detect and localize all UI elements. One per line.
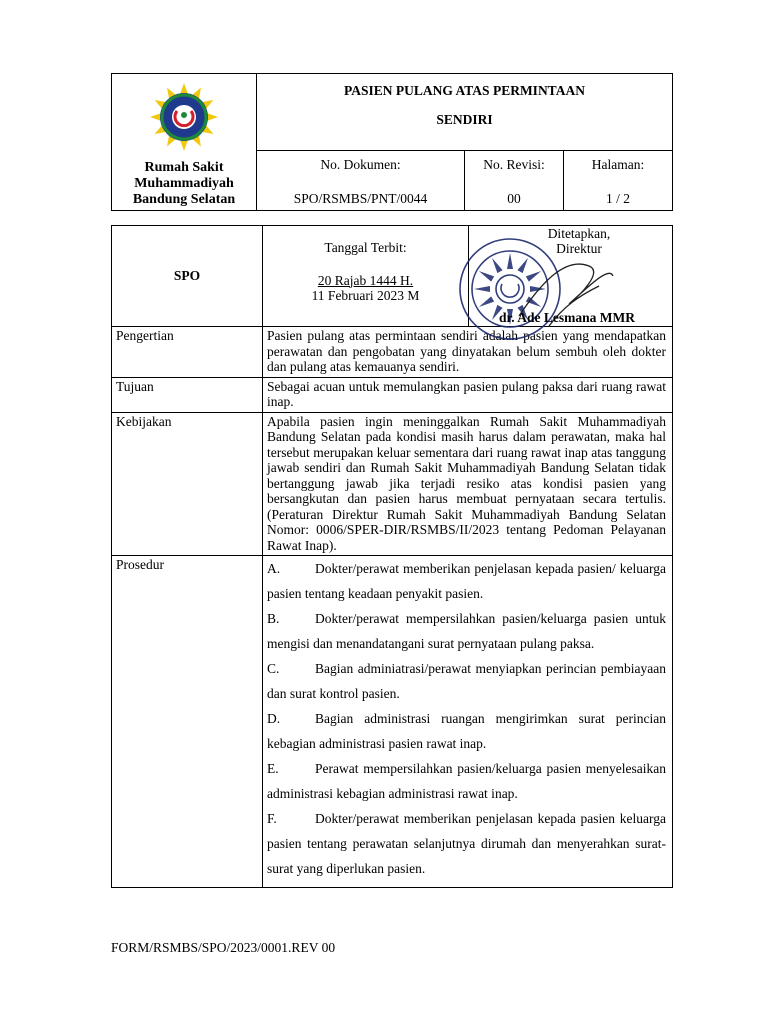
spo-label: SPO [112, 226, 263, 327]
document-header [111, 73, 673, 211]
page-cell [564, 150, 673, 210]
date-masehi: 11 Februari 2023 M [311, 288, 420, 303]
issue-date-label: Tanggal Terbit: [324, 240, 407, 255]
issue-date-cell [263, 226, 469, 327]
document-title [257, 74, 673, 151]
procedure-step [267, 806, 666, 881]
date-hijri: 20 Rajab 1444 H. [317, 272, 414, 288]
revision-number: 00 [507, 191, 521, 206]
step-letter: B. [267, 611, 280, 626]
hospital-identity [112, 74, 257, 211]
title-line2: SENDIRI [436, 112, 493, 127]
row-label-prosedur: Prosedur [112, 556, 263, 888]
procedure-step [267, 756, 666, 806]
row-label-kebijakan: Kebijakan [112, 412, 263, 556]
doc-number: SPO/RSMBS/PNT/0044 [293, 191, 428, 206]
procedure-step [267, 706, 666, 756]
row-text-pengertian: Pasien pulang atas permintaan sendiri adalah pasien yang mendapatkan perawatan dan pengobatan yang dinyatakan belum sembuh oleh dokter dan pulang atas kemauanya sendiri. [263, 327, 673, 378]
doc-number-label: No. Dokumen: [320, 156, 401, 172]
step-text: Bagian adminiatrasi/perawat menyiapkan perincian pembiayaan dan surat kontrol pasien. [267, 661, 666, 701]
revision-cell [465, 150, 564, 210]
doc-number-cell [257, 150, 465, 210]
step-letter: F. [267, 811, 277, 826]
title-line1: PASIEN PULANG ATAS PERMINTAAN [344, 83, 585, 98]
step-text: Dokter/perawat memberikan penjelasan kepada pasien/ keluarga pasien tentang keadaan penyakit pasien. [267, 561, 666, 601]
hospital-logo [144, 82, 224, 152]
procedure-list [263, 556, 673, 888]
step-text: Dokter/perawat memberikan penjelasan kepada pasien keluarga pasien tentang perawatan selanjutnya dirumah dan menyerahkan surat-surat yang diperlukan pasien. [267, 811, 666, 876]
hospital-name-line2: Muhammadiyah [134, 176, 234, 191]
approval-label: Ditetapkan, [547, 226, 611, 241]
procedure-step [267, 556, 666, 606]
step-letter: D. [267, 711, 281, 726]
row-text-kebijakan: Apabila pasien ingin meninggalkan Rumah Sakit Muhammadiyah Bandung Selatan pada kondisi masih harus dalam perawatan, maka hal tersebut merupakan keluar sementara dari ruang rawat inap atas tanggung jawab sendiri dan Rumah Sakit Muhammadiyah Bandung Selatan tidak bertanggung jawab jika terjadi resiko atas kondisi pasien yang bersangkutan dan pasien harus membuat pernyataan secara tertulis. (Peraturan Direktur Rumah Sakit Muhammadiyah Bandung Selatan Nomor: 0006/SPER-DIR/RSMBS/II/2023 tentang Pedoman Pelayanan Rawat Inap). [263, 412, 673, 556]
step-letter: E. [267, 761, 279, 776]
step-text: Dokter/perawat mempersilahkan pasien/keluarga pasien untuk mengisi dan menandatangani surat pernyataan pulang paksa. [267, 611, 666, 651]
row-label-pengertian: Pengertian [112, 327, 263, 378]
page-number: 1 / 2 [605, 191, 630, 206]
step-letter: A. [267, 561, 281, 576]
procedure-step [267, 656, 666, 706]
hospital-name-line1: Rumah Sakit [144, 160, 224, 175]
spo-content-table [111, 225, 673, 888]
hospital-name-line3: Bandung Selatan [132, 192, 236, 207]
approval-cell [469, 226, 673, 327]
page-label: Halaman: [591, 156, 645, 172]
row-label-tujuan: Tujuan [112, 377, 263, 412]
director-name: dr. Ade Lesmana MMR [499, 310, 636, 325]
revision-label: No. Revisi: [483, 156, 545, 172]
row-text-tujuan: Sebagai acuan untuk memulangkan pasien pulang paksa dari ruang rawat inap. [263, 377, 673, 412]
director-position: Direktur [556, 241, 602, 256]
step-letter: C. [267, 661, 280, 676]
form-footer-code: FORM/RSMBS/SPO/2023/0001.REV 00 [111, 940, 336, 955]
step-text: Bagian administrasi ruangan mengirimkan surat perincian kebagian administrasi pasien rawat inap. [267, 711, 666, 751]
step-text: Perawat mempersilahkan pasien/keluarga pasien menyelesaikan administrasi kebagian administrasi rawat inap. [267, 761, 666, 801]
procedure-step [267, 606, 666, 656]
